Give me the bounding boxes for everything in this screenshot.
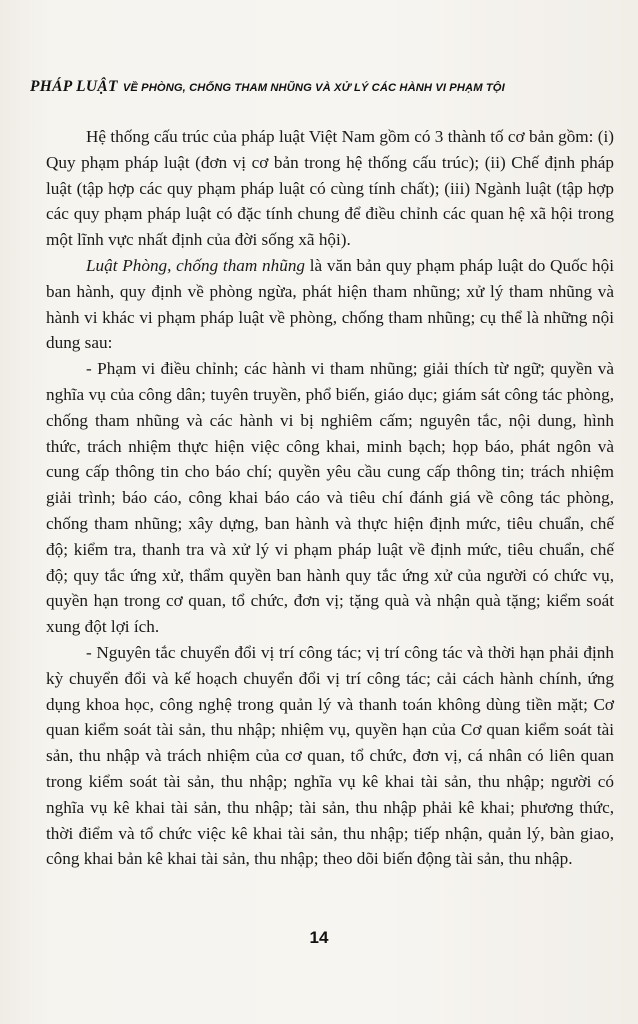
paragraph-text: Hệ thống cấu trúc của pháp luật Việt Nam gồm có 3 thành tố cơ bản gồm: (i) Quy phạm pháp luật (đơn vị cơ bản trong hệ thống cấu trúc); (ii) Chế định pháp luật (tập hợp các quy phạm pháp luật có cùng tính chất); (iii) Ngành luật (tập hợp các quy phạm pháp luật có đặc tính chung để điều chỉnh các quan hệ xã hội trong một lĩnh vực nhất định của đời sống xã hội). bbox=[46, 127, 614, 250]
paragraph-text: là văn bản quy phạm pháp luật do Quốc hội ban hành, quy định về phòng ngừa, phát hiện tham nhũng; xử lý tham nhũng và hành vi khác vi phạm pháp luật về phòng, chống tham nhũng; cụ thể là những nội dung sau: bbox=[46, 255, 614, 353]
paragraph-italic: Luật Phòng, chống tham nhũng bbox=[86, 255, 306, 275]
paragraph bbox=[46, 640, 614, 872]
paragraph bbox=[46, 356, 614, 640]
header-title-sub: VỀ PHÒNG, CHỐNG THAM NHŨNG VÀ XỬ LÝ CÁC HÀNH VI PHẠM TỘI bbox=[122, 82, 505, 94]
paragraph-text: - Phạm vi điều chỉnh; các hành vi tham nhũng; giải thích từ ngữ; quyền và nghĩa vụ của công dân; tuyên truyền, phổ biến, giáo dục; giám sát công tác phòng, chống tham nhũng và các hành vi bị nghiêm cấm; nguyên tắc, nội dung, hình thức, trách nhiệm thực hiện việc công khai, minh bạch; họp báo, phát ngôn và cung cấp thông tin cho báo chí; quyền yêu cầu cung cấp thông tin; trách nhiệm giải trình; báo cáo, công khai báo cáo và tiêu chí đánh giá về công tác phòng, chống tham nhũng; xây dựng, ban hành và thực hiện định mức, tiêu chuẩn, chế độ; kiểm tra, thanh tra và xử lý vi phạm pháp luật về định mức, tiêu chuẩn, chế độ; quy tắc ứng xử, thẩm quyền ban hành quy tắc ứng xử của người có chức vụ, quyền hạn trong cơ quan, tổ chức, đơn vị; tặng quà và nhận quà tặng; kiểm soát xung đột lợi ích. bbox=[46, 359, 614, 637]
paragraph bbox=[46, 253, 614, 356]
running-header bbox=[30, 78, 620, 96]
header-title-main: PHÁP LUẬT bbox=[30, 78, 118, 95]
page-number: 14 bbox=[309, 928, 329, 947]
paragraph-text: - Nguyên tắc chuyển đổi vị trí công tác; vị trí công tác và thời hạn phải định kỳ chuyển đổi và kế hoạch chuyển đổi vị trí công tác; cải cách hành chính, ứng dụng khoa học, công nghệ trong quản lý và thanh toán không dùng tiền mặt; Cơ quan kiểm soát tài sản, thu nhập; nhiệm vụ, quyền hạn của Cơ quan kiểm soát tài sản, thu nhập và trách nhiệm của cơ quan, tổ chức, đơn vị, cá nhân có liên quan trong kiểm soát tài sản, thu nhập; nghĩa vụ kê khai tài sản, thu nhập; người có nghĩa vụ kê khai tài sản, thu nhập; tài sản, thu nhập phải kê khai; phương thức, thời điểm và tổ chức việc kê khai tài sản, thu nhập; tiếp nhận, quản lý, bàn giao, công khai bản kê khai tài sản, thu nhập; theo dõi biến động tài sản, thu nhập. bbox=[46, 642, 614, 869]
paragraph bbox=[46, 124, 614, 253]
body-text bbox=[46, 124, 614, 872]
